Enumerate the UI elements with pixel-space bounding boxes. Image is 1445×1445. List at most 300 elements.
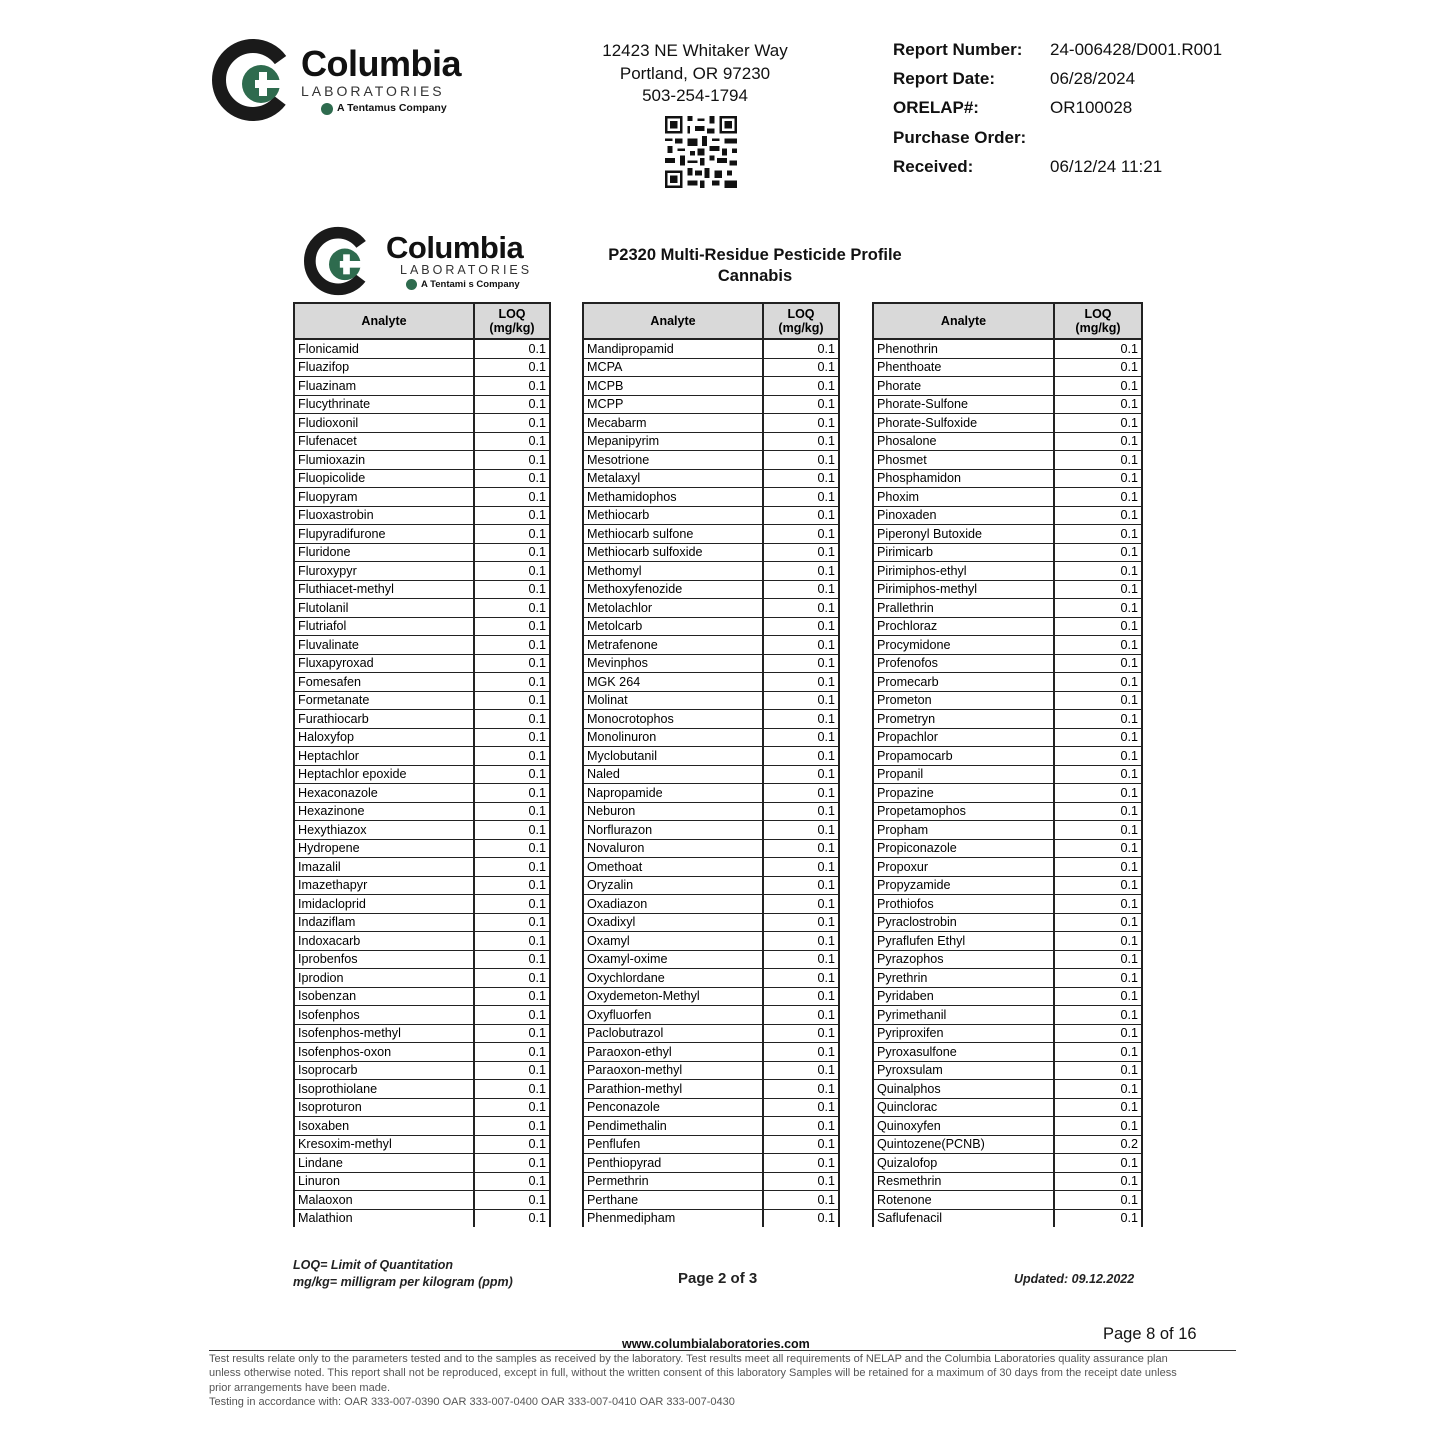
analyte-name: Propanil <box>873 765 1054 784</box>
table-row <box>583 1191 839 1210</box>
analyte-name: Quinclorac <box>873 1098 1054 1117</box>
loq-value: 0.1 <box>474 913 550 932</box>
loq-value: 0.1 <box>1054 969 1142 988</box>
column-header-analyte: Analyte <box>873 303 1054 339</box>
analyte-table-2 <box>582 302 840 1233</box>
table-row <box>294 580 550 599</box>
loq-value: 0.1 <box>474 821 550 840</box>
address-city: Portland, OR 97230 <box>619 63 771 83</box>
table-row <box>294 913 550 932</box>
loq-value: 0.1 <box>474 1080 550 1099</box>
table-row <box>873 562 1142 581</box>
analyte-name: Methiocarb <box>583 506 763 525</box>
analyte-name: Hexazinone <box>294 802 474 821</box>
analyte-name: Quintozene(PCNB) <box>873 1135 1054 1154</box>
table-row <box>294 950 550 969</box>
analyte-name: Penflufen <box>583 1135 763 1154</box>
analyte-name: Metolcarb <box>583 617 763 636</box>
table-row <box>873 969 1142 988</box>
analyte-name: Furathiocarb <box>294 710 474 729</box>
table-row <box>873 784 1142 803</box>
analyte-name: Paraoxon-ethyl <box>583 1043 763 1062</box>
disclaimer-line: prior arrangements have been made. <box>209 1381 390 1394</box>
table-row <box>873 673 1142 692</box>
analyte-name: MCPP <box>583 395 763 414</box>
analyte-name: Pyriproxifen <box>873 1024 1054 1043</box>
company-logo <box>211 38 461 122</box>
loq-value: 0.1 <box>474 969 550 988</box>
table-row <box>873 432 1142 451</box>
loq-value: 0.1 <box>474 987 550 1006</box>
analyte-name: Iprodion <box>294 969 474 988</box>
analyte-name: Fluthiacet-methyl <box>294 580 474 599</box>
table-row <box>583 432 839 451</box>
table-row <box>294 1135 550 1154</box>
table-row <box>873 1061 1142 1080</box>
table-row <box>873 339 1142 358</box>
analyte-name: Phosmet <box>873 451 1054 470</box>
table-row <box>583 673 839 692</box>
loq-value: 0.1 <box>1054 599 1142 618</box>
analyte-name: Rotenone <box>873 1191 1054 1210</box>
table-row <box>583 580 839 599</box>
loq-value: 0.2 <box>1054 1135 1142 1154</box>
loq-value: 0.1 <box>1054 876 1142 895</box>
table-row <box>294 525 550 544</box>
loq-value: 0.1 <box>763 987 839 1006</box>
table-row <box>294 432 550 451</box>
analyte-name: Naled <box>583 765 763 784</box>
analyte-name: Neburon <box>583 802 763 821</box>
analyte-name: Heptachlor <box>294 747 474 766</box>
analyte-name: Propoxur <box>873 858 1054 877</box>
table-row <box>294 802 550 821</box>
table-row <box>873 358 1142 377</box>
table-row <box>873 858 1142 877</box>
loq-value: 0.1 <box>474 488 550 507</box>
table-row <box>294 747 550 766</box>
analyte-name: Iprobenfos <box>294 950 474 969</box>
table-row <box>583 876 839 895</box>
loq-value: 0.1 <box>1054 821 1142 840</box>
table-row <box>294 1061 550 1080</box>
table-row <box>873 654 1142 673</box>
loq-value: 0.1 <box>763 710 839 729</box>
website-link[interactable]: www.columbialaboratories.com <box>622 1337 810 1351</box>
analyte-name: Quinalphos <box>873 1080 1054 1099</box>
table-row <box>294 876 550 895</box>
table-row <box>583 747 839 766</box>
loq-value: 0.1 <box>474 562 550 581</box>
loq-value: 0.1 <box>1054 469 1142 488</box>
loq-value: 0.1 <box>474 469 550 488</box>
table-row <box>873 599 1142 618</box>
loq-value: 0.1 <box>474 895 550 914</box>
loq-value: 0.1 <box>1054 654 1142 673</box>
analyte-name: Oxadixyl <box>583 913 763 932</box>
analyte-name: Profenofos <box>873 654 1054 673</box>
analyte-table-1 <box>293 302 551 1233</box>
table-row <box>873 932 1142 951</box>
analyte-name: Pyrethrin <box>873 969 1054 988</box>
analyte-name: Fluazifop <box>294 358 474 377</box>
table-row <box>294 691 550 710</box>
loq-value: 0.1 <box>763 691 839 710</box>
analyte-name: Pyroxsulam <box>873 1061 1054 1080</box>
table-row <box>873 747 1142 766</box>
analyte-name: Hydropene <box>294 839 474 858</box>
loq-value: 0.1 <box>474 358 550 377</box>
analyte-name: Fluxapyroxad <box>294 654 474 673</box>
table-row <box>583 1098 839 1117</box>
disclaimer-line: Test results relate only to the parameters tested and to the samples as received by the laboratory. Test results meet all requirements of NELAP and the Columbia Laboratories quality assurance plan <box>209 1353 1168 1365</box>
inner-logo-sub: LABORATORIES <box>400 262 533 277</box>
table-row <box>873 950 1142 969</box>
table-row <box>873 1172 1142 1191</box>
loq-value: 0.1 <box>474 414 550 433</box>
loq-value: 0.1 <box>474 1043 550 1062</box>
table-row <box>583 802 839 821</box>
loq-value: 0.1 <box>474 525 550 544</box>
loq-value: 0.1 <box>1054 432 1142 451</box>
table-row <box>583 617 839 636</box>
table-row <box>294 451 550 470</box>
loq-value: 0.1 <box>1054 932 1142 951</box>
table-row <box>873 710 1142 729</box>
loq-value: 0.1 <box>763 654 839 673</box>
table-row <box>583 414 839 433</box>
analyte-name: Methiocarb sulfoxide <box>583 543 763 562</box>
loq-value: 0.1 <box>763 636 839 655</box>
table-row <box>294 617 550 636</box>
table-row <box>873 1043 1142 1062</box>
table-row <box>583 599 839 618</box>
loq-value: 0.1 <box>763 876 839 895</box>
address-phone: 503-254-1794 <box>642 86 748 105</box>
analyte-name: Indaziflam <box>294 913 474 932</box>
loq-value: 0.1 <box>1054 562 1142 581</box>
loq-value: 0.1 <box>1054 1154 1142 1173</box>
loq-value: 0.1 <box>763 377 839 396</box>
table-row <box>294 636 550 655</box>
table-row <box>873 1154 1142 1173</box>
analyte-name: Indoxacarb <box>294 932 474 951</box>
loq-value: 0.1 <box>763 950 839 969</box>
inner-logo-tagline: A Tentami s Company <box>406 279 532 290</box>
table-row <box>294 969 550 988</box>
loq-value: 0.1 <box>474 599 550 618</box>
loq-value: 0.1 <box>1054 506 1142 525</box>
analyte-table-3 <box>872 302 1143 1233</box>
loq-value: 0.1 <box>474 1061 550 1080</box>
loq-value: 0.1 <box>763 1098 839 1117</box>
qr-code-icon <box>665 116 737 188</box>
analyte-name: Isofenphos-oxon <box>294 1043 474 1062</box>
analyte-name: Pyraclostrobin <box>873 913 1054 932</box>
loq-value: 0.1 <box>474 728 550 747</box>
analyte-name: Malaoxon <box>294 1191 474 1210</box>
loq-value: 0.1 <box>763 895 839 914</box>
loq-value: 0.1 <box>763 469 839 488</box>
analyte-name: Oxydemeton-Methyl <box>583 987 763 1006</box>
table-row <box>583 395 839 414</box>
analyte-name: Methoxyfenozide <box>583 580 763 599</box>
table-row <box>873 691 1142 710</box>
analyte-name: Pyrazophos <box>873 950 1054 969</box>
analyte-name: Lindane <box>294 1154 474 1173</box>
table-row <box>294 1209 550 1230</box>
table-row <box>873 913 1142 932</box>
profile-title-line1: P2320 Multi-Residue Pesticide Profile <box>608 246 902 264</box>
table-row <box>873 469 1142 488</box>
table-row <box>873 1024 1142 1043</box>
analyte-name: Myclobutanil <box>583 747 763 766</box>
analyte-name: Mepanipyrim <box>583 432 763 451</box>
loq-value: 0.1 <box>474 395 550 414</box>
loq-value: 0.1 <box>763 543 839 562</box>
loq-value: 0.1 <box>474 432 550 451</box>
loq-value: 0.1 <box>1054 784 1142 803</box>
loq-value: 0.1 <box>763 1080 839 1099</box>
analyte-name: MGK 264 <box>583 673 763 692</box>
table-row <box>583 1080 839 1099</box>
table-row <box>583 950 839 969</box>
analyte-name: Imazalil <box>294 858 474 877</box>
analyte-name: Phenothrin <box>873 339 1054 358</box>
table-row <box>873 506 1142 525</box>
loq-value: 0.1 <box>1054 987 1142 1006</box>
analyte-name: MCPB <box>583 377 763 396</box>
page-number: Page 8 of 16 <box>1103 1325 1197 1343</box>
analyte-name: Fluopyram <box>294 488 474 507</box>
loq-value: 0.1 <box>1054 895 1142 914</box>
table-row <box>294 839 550 858</box>
table-row <box>873 451 1142 470</box>
table-row <box>294 1154 550 1173</box>
table-row <box>873 1080 1142 1099</box>
table-row <box>873 895 1142 914</box>
loq-value: 0.1 <box>1054 691 1142 710</box>
loq-value: 0.1 <box>1054 1043 1142 1062</box>
analyte-name: Flutriafol <box>294 617 474 636</box>
table-row <box>583 932 839 951</box>
table-row <box>583 1135 839 1154</box>
loq-value: 0.1 <box>1054 728 1142 747</box>
analyte-name: Pyridaben <box>873 987 1054 1006</box>
loq-value: 0.1 <box>474 1191 550 1210</box>
column-header-loq: LOQ (mg/kg) <box>1054 303 1142 339</box>
table-row <box>294 469 550 488</box>
loq-value: 0.1 <box>763 562 839 581</box>
profile-title-line2: Cannabis <box>717 267 793 285</box>
analyte-name: Hexaconazole <box>294 784 474 803</box>
analyte-name: Fluridone <box>294 543 474 562</box>
tentamus-dot-icon <box>406 279 417 290</box>
loq-value: 0.1 <box>1054 580 1142 599</box>
analyte-name: Metrafenone <box>583 636 763 655</box>
table-row <box>294 1191 550 1210</box>
analyte-name: Pyraflufen Ethyl <box>873 932 1054 951</box>
loq-value: 0.1 <box>1054 710 1142 729</box>
analyte-name: Permethrin <box>583 1172 763 1191</box>
table-row <box>294 895 550 914</box>
analyte-name: Haloxyfop <box>294 728 474 747</box>
loq-value: 0.1 <box>763 839 839 858</box>
analyte-name: Oxyfluorfen <box>583 1006 763 1025</box>
analyte-name: Phoxim <box>873 488 1054 507</box>
loq-value: 0.1 <box>1054 802 1142 821</box>
analyte-name: Mevinphos <box>583 654 763 673</box>
table-row <box>583 506 839 525</box>
table-row <box>294 488 550 507</box>
loq-value: 0.1 <box>763 580 839 599</box>
loq-value: 0.1 <box>1054 525 1142 544</box>
table-row <box>294 987 550 1006</box>
table-row <box>583 358 839 377</box>
analyte-name: Pirimiphos-methyl <box>873 580 1054 599</box>
footnote-units: mg/kg= milligram per kilogram (ppm) <box>293 1275 513 1289</box>
table-row <box>583 636 839 655</box>
table-row <box>873 525 1142 544</box>
table-row <box>294 728 550 747</box>
analyte-name: Prometryn <box>873 710 1054 729</box>
analyte-name: Fludioxonil <box>294 414 474 433</box>
table-row <box>294 765 550 784</box>
analyte-name: Phorate-Sulfone <box>873 395 1054 414</box>
table-row <box>873 1209 1142 1230</box>
loq-value: 0.1 <box>1054 913 1142 932</box>
loq-value: 0.1 <box>763 932 839 951</box>
loq-value: 0.1 <box>474 710 550 729</box>
table-row <box>873 543 1142 562</box>
table-row <box>583 858 839 877</box>
loq-value: 0.1 <box>1054 488 1142 507</box>
analyte-name: Methomyl <box>583 562 763 581</box>
analyte-name: Flufenacet <box>294 432 474 451</box>
analyte-name: Pyrimethanil <box>873 1006 1054 1025</box>
loq-value: 0.1 <box>474 580 550 599</box>
table-row <box>873 377 1142 396</box>
table-row <box>583 377 839 396</box>
table-row <box>294 1117 550 1136</box>
table-row <box>294 506 550 525</box>
loq-value: 0.1 <box>474 1154 550 1173</box>
lab-address <box>590 40 800 108</box>
inner-logo-name: Columbia <box>386 229 524 265</box>
analyte-name: Oxamyl <box>583 932 763 951</box>
table-row <box>873 414 1142 433</box>
analyte-name: Napropamide <box>583 784 763 803</box>
analyte-name: Isoproturon <box>294 1098 474 1117</box>
table-row <box>873 580 1142 599</box>
loq-value: 0.1 <box>763 451 839 470</box>
table-row <box>583 488 839 507</box>
analyte-name: Mecabarm <box>583 414 763 433</box>
table-row <box>873 1117 1142 1136</box>
analyte-name: Flumioxazin <box>294 451 474 470</box>
analyte-name: Phosphamidon <box>873 469 1054 488</box>
loq-value: 0.1 <box>763 802 839 821</box>
table-row <box>583 1061 839 1080</box>
loq-value: 0.1 <box>474 876 550 895</box>
analyte-name: Propetamophos <box>873 802 1054 821</box>
analyte-name: Flupyradifurone <box>294 525 474 544</box>
table-row <box>583 691 839 710</box>
table-row <box>294 821 550 840</box>
loq-value: 0.1 <box>763 488 839 507</box>
loq-value: 0.1 <box>474 1209 550 1230</box>
loq-value: 0.1 <box>763 1135 839 1154</box>
analyte-name: Paclobutrazol <box>583 1024 763 1043</box>
analyte-name: Prometon <box>873 691 1054 710</box>
address-street: 12423 NE Whitaker Way <box>602 41 788 60</box>
loq-value: 0.1 <box>763 969 839 988</box>
analyte-name: Formetanate <box>294 691 474 710</box>
loq-value: 0.1 <box>474 691 550 710</box>
loq-value: 0.1 <box>1054 950 1142 969</box>
analyte-name: Propachlor <box>873 728 1054 747</box>
footnote <box>293 1257 513 1291</box>
analyte-name: Isofenphos-methyl <box>294 1024 474 1043</box>
loq-value: 0.1 <box>474 339 550 358</box>
inner-page-number: Page 2 of 3 <box>678 1270 758 1287</box>
logo-sub: LABORATORIES <box>301 82 445 99</box>
analyte-name: Flonicamid <box>294 339 474 358</box>
loq-value: 0.1 <box>1054 1117 1142 1136</box>
column-header-analyte: Analyte <box>583 303 763 339</box>
analyte-name: Parathion-methyl <box>583 1080 763 1099</box>
loq-value: 0.1 <box>474 765 550 784</box>
loq-value: 0.1 <box>474 673 550 692</box>
table-row <box>873 488 1142 507</box>
analyte-name: Flucythrinate <box>294 395 474 414</box>
analyte-name: Prochloraz <box>873 617 1054 636</box>
analyte-name: Heptachlor epoxide <box>294 765 474 784</box>
table-row <box>583 469 839 488</box>
analyte-name: Paraoxon-methyl <box>583 1061 763 1080</box>
table-row <box>873 395 1142 414</box>
table-row <box>583 895 839 914</box>
analyte-name: Perthane <box>583 1191 763 1210</box>
analyte-name: Fluroxypyr <box>294 562 474 581</box>
loq-value: 0.1 <box>1054 1098 1142 1117</box>
loq-value: 0.1 <box>763 1117 839 1136</box>
table-row <box>294 339 550 358</box>
loq-value: 0.1 <box>763 1154 839 1173</box>
columbia-logo-icon <box>211 38 297 122</box>
analyte-name: Linuron <box>294 1172 474 1191</box>
analyte-name: Metalaxyl <box>583 469 763 488</box>
analyte-name: Pirimiphos-ethyl <box>873 562 1054 581</box>
loq-value: 0.1 <box>763 339 839 358</box>
loq-value: 0.1 <box>474 1098 550 1117</box>
loq-value: 0.1 <box>1054 673 1142 692</box>
analyte-name: Novaluron <box>583 839 763 858</box>
table-row <box>583 339 839 358</box>
table-row <box>294 710 550 729</box>
analyte-name: Fluvalinate <box>294 636 474 655</box>
analyte-name: Pendimethalin <box>583 1117 763 1136</box>
loq-value: 0.1 <box>763 747 839 766</box>
loq-value: 0.1 <box>763 765 839 784</box>
loq-value: 0.1 <box>763 913 839 932</box>
loq-value: 0.1 <box>763 414 839 433</box>
loq-value: 0.1 <box>763 358 839 377</box>
table-row <box>583 1209 839 1230</box>
table-row <box>294 1098 550 1117</box>
analyte-name: Isoprothiolane <box>294 1080 474 1099</box>
analyte-name: Isoxaben <box>294 1117 474 1136</box>
